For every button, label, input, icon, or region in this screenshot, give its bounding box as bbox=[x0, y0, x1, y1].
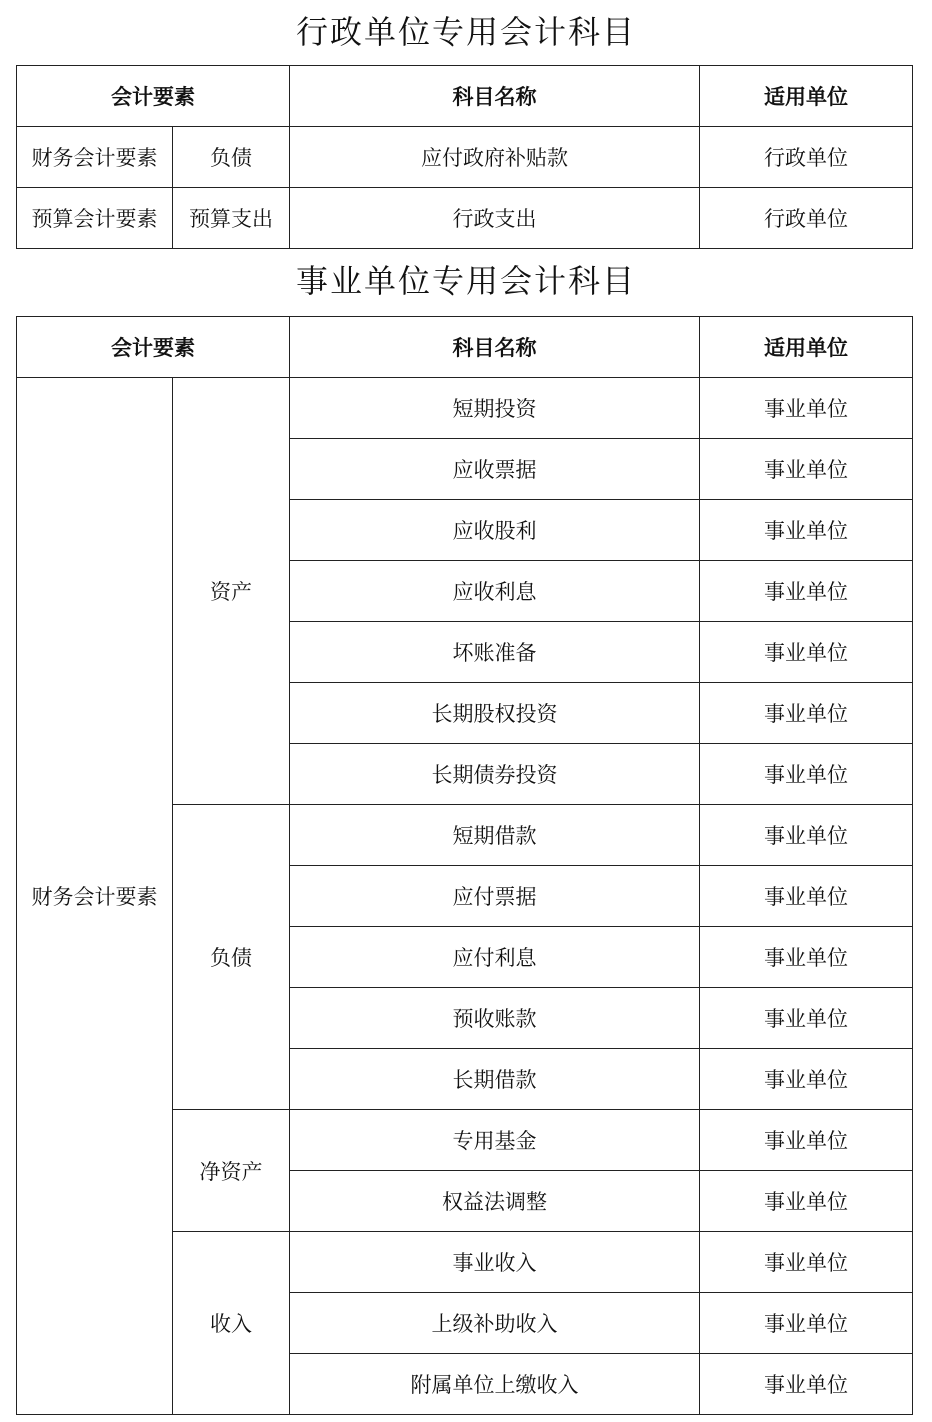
admin-accounts-table bbox=[16, 65, 913, 249]
header-element: 会计要素 bbox=[17, 66, 290, 127]
unit-cell: 事业单位 bbox=[700, 500, 913, 561]
unit-cell: 事业单位 bbox=[700, 866, 913, 927]
unit-cell: 事业单位 bbox=[700, 561, 913, 622]
subject-cell: 应收票据 bbox=[290, 439, 700, 500]
subject-cell: 长期借款 bbox=[290, 1049, 700, 1110]
institution-table-title: 事业单位专用会计科目 bbox=[295, 262, 636, 300]
subject-cell: 应收股利 bbox=[290, 500, 700, 561]
subject-cell: 专用基金 bbox=[290, 1110, 700, 1171]
group-cell-revenue: 收入 bbox=[173, 1232, 290, 1415]
group-cell-liabilities: 负债 bbox=[173, 805, 290, 1110]
category-cell: 财务会计要素 bbox=[17, 127, 173, 188]
institution-accounts-table bbox=[16, 316, 913, 1415]
unit-cell: 事业单位 bbox=[700, 1049, 913, 1110]
unit-cell: 事业单位 bbox=[700, 927, 913, 988]
unit-cell: 事业单位 bbox=[700, 1354, 913, 1415]
unit-cell: 事业单位 bbox=[700, 1232, 913, 1293]
unit-cell: 事业单位 bbox=[700, 1171, 913, 1232]
unit-cell: 事业单位 bbox=[700, 1110, 913, 1171]
subcategory-cell: 预算支出 bbox=[173, 188, 290, 249]
unit-cell: 事业单位 bbox=[700, 805, 913, 866]
subject-cell: 预收账款 bbox=[290, 988, 700, 1049]
header-unit: 适用单位 bbox=[700, 66, 913, 127]
subject-cell: 应付利息 bbox=[290, 927, 700, 988]
unit-cell: 事业单位 bbox=[700, 744, 913, 805]
subcategory-cell: 负债 bbox=[173, 127, 290, 188]
subject-cell: 短期借款 bbox=[290, 805, 700, 866]
subject-cell: 短期投资 bbox=[290, 378, 700, 439]
table-row bbox=[17, 127, 913, 188]
group-cell-assets: 资产 bbox=[173, 378, 290, 805]
unit-cell: 事业单位 bbox=[700, 622, 913, 683]
subject-cell: 附属单位上缴收入 bbox=[290, 1354, 700, 1415]
category-cell: 预算会计要素 bbox=[17, 188, 173, 249]
unit-cell: 行政单位 bbox=[700, 188, 913, 249]
category-cell: 财务会计要素 bbox=[17, 378, 173, 1415]
unit-cell: 事业单位 bbox=[700, 378, 913, 439]
admin-table-title: 行政单位专用会计科目 bbox=[295, 13, 636, 51]
header-element: 会计要素 bbox=[17, 317, 290, 378]
header-subject: 科目名称 bbox=[290, 66, 700, 127]
subject-cell: 权益法调整 bbox=[290, 1171, 700, 1232]
subject-cell: 应付政府补贴款 bbox=[290, 127, 700, 188]
subject-cell: 应付票据 bbox=[290, 866, 700, 927]
table-row bbox=[17, 188, 913, 249]
table-header-row bbox=[17, 66, 913, 127]
table-row bbox=[17, 378, 913, 439]
subject-cell: 上级补助收入 bbox=[290, 1293, 700, 1354]
header-unit: 适用单位 bbox=[700, 317, 913, 378]
subject-cell: 长期债券投资 bbox=[290, 744, 700, 805]
unit-cell: 事业单位 bbox=[700, 1293, 913, 1354]
subject-cell: 应收利息 bbox=[290, 561, 700, 622]
unit-cell: 行政单位 bbox=[700, 127, 913, 188]
unit-cell: 事业单位 bbox=[700, 439, 913, 500]
unit-cell: 事业单位 bbox=[700, 988, 913, 1049]
subject-cell: 长期股权投资 bbox=[290, 683, 700, 744]
group-cell-net-assets: 净资产 bbox=[173, 1110, 290, 1232]
subject-cell: 行政支出 bbox=[290, 188, 700, 249]
subject-cell: 坏账准备 bbox=[290, 622, 700, 683]
subject-cell: 事业收入 bbox=[290, 1232, 700, 1293]
header-subject: 科目名称 bbox=[290, 317, 700, 378]
unit-cell: 事业单位 bbox=[700, 683, 913, 744]
table-header-row bbox=[17, 317, 913, 378]
